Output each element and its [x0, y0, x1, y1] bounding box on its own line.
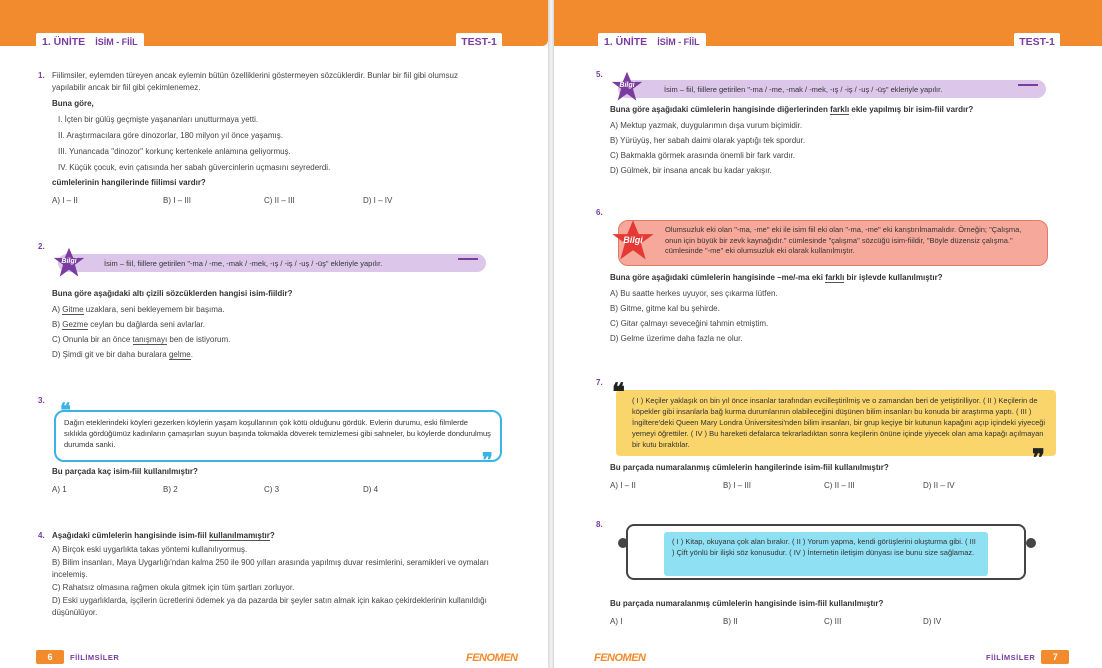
q3-passage: Dağın eteklerindeki köyleri gezerken köylerin yaşam koşullarının çok kötü olduğunu gördük. Evlerin durumu, eski filmlerde sıklıkla gördüğümüz kadınların çamaşırları suyun başında tokmakla döverek temizlemesi gibi sahneler, bu köylerde dondurulmuş durumda sanki.: [64, 418, 491, 449]
publisher-logo: FENOMEN: [594, 652, 646, 664]
question-7: [610, 462, 1060, 492]
footer-title: FİİLİMSİLER: [986, 652, 1036, 662]
q4-question: Aşağıdaki cümlelerin hangisinde isim-fiil kullanılmamıştır?: [52, 531, 275, 540]
q5-option-a[interactable]: A) Mektup yazmak, duygularımın dışa vurum biçimidir.: [610, 121, 803, 130]
q4-option-a[interactable]: A) Birçok eski uygarlıkta takas yöntemi kullanılıyormuş.: [52, 545, 248, 554]
bilgi-info-bar: [618, 80, 1046, 98]
bilgi-info-box: [618, 220, 1048, 266]
q3-option-c[interactable]: C) 3: [264, 485, 280, 494]
question-4: [38, 530, 508, 619]
bilgi-info-text: İsim – fiil, fiillere getirilen "-ma / -me, -mak / -mek, -ış / -iş / -uş / -üş" ekleriyle yapılır.: [664, 84, 943, 94]
bilgi-info-text: Olumsuzluk eki olan "-ma, -me" eki ile isim fiil eki olan "-ma, -me" eki karıştırılmamalıdır. Örneğin; "Çalışma, onun için büyük bir zevk kaynağıdır." cümlesinde "çalışma" sözcüğü isim-fiildir, "Böyle düzensiz çalışma." cümlesinde "-me" eki olumsuzluk eki olarak kullanılmıştır.: [665, 225, 1022, 255]
q1-item: II. Araştırmacılara göre dinozorlar, 180 milyon yıl önce yaşamış.: [58, 131, 283, 140]
q5-option-d[interactable]: D) Gülmek, bir insana ancak bu kadar yakışır.: [610, 166, 772, 175]
q6-option-d[interactable]: D) Gelme üzerime daha fazla ne olur.: [610, 334, 743, 343]
q2-question: Buna göre aşağıdaki altı çizili sözcüklerden hangisi isim-fiildir?: [52, 289, 293, 298]
question-number: 3.: [38, 396, 45, 405]
q6-option-b[interactable]: B) Gitme, gitme kal bu şehirde.: [610, 304, 720, 313]
dash-decoration: [1018, 84, 1038, 86]
bilgi-star-badge: [52, 246, 86, 280]
q8-option-c[interactable]: C) III: [824, 617, 842, 626]
q1-item: IV. Küçük çocuk, evin çatısında her sabah güvercinlerin uçmasını seyrederdi.: [58, 163, 331, 172]
q6-option-a[interactable]: A) Bu saatte herkes uyuyor, ses çıkarma lütfen.: [610, 289, 778, 298]
q2-option-d[interactable]: D) Şimdi git ve bir daha buralara gelme.: [52, 350, 193, 359]
q7-question: Bu parçada numaralanmış cümlelerin hangilerinde isim-fiil kullanılmıştır?: [610, 463, 889, 472]
right-page: [554, 0, 1102, 668]
close-quote-icon: ❞: [482, 448, 493, 472]
q2-option-b[interactable]: B) Gezme ceylan bu dağlarda seni avlarlar.: [52, 320, 205, 329]
q7-option-a[interactable]: A) I – II: [610, 481, 636, 490]
q8-passage-box: [664, 532, 988, 576]
bilgi-star-badge: [610, 218, 656, 264]
q1-item: III. Yunancada "dinozor" korkunç kertenkele anlamına geliyormuş.: [58, 147, 291, 156]
q7-option-b[interactable]: B) I – III: [723, 481, 752, 490]
q3-option-a[interactable]: A) 1: [52, 485, 67, 494]
unit-label: 1. ÜNİTE: [604, 35, 648, 48]
q1-intro-line1: Fiilimsiler, eylemden türeyen ancak eylemin bütün özelliklerini göstermeyen sözcüklerdir. Bunlar bir fiil gibi olumsuz: [52, 71, 458, 80]
footer-left: [36, 646, 119, 668]
q7-passage: ( I ) Keçiler yaklaşık on bin yıl önce insanlar tarafından evcilleştirilmiş ve o zamandan beri de yetiştirilliyor. ( II ) Keçilerin de köpekler gibi insanlarla bağ kurma durumlarının olabileceğini düşünen bilim insanları bu konuda bir araştırma yaptı. ( III ) İngiltere'deki Queen Mary Londra Üniversitesi'nden bilim insanları, bir grup keçiye bir kutunun kapağını açıp içindeki yiyeceği yemeyi öğrettiler. ( IV ) Bu hareketi defalarca tekrarladıktan sonra keçilerin önüne içinde yiyecek olan ama kapağı açılmayan bir kutu bıraktılar.: [632, 396, 1046, 449]
q3-option-d[interactable]: D) 4: [363, 485, 379, 494]
dash-decoration: [458, 258, 478, 260]
question-6: [610, 272, 1060, 345]
q5-option-c[interactable]: C) Bakmakla görmek arasında önemli bir fark vardır.: [610, 151, 795, 160]
question-number: 4.: [38, 531, 45, 540]
question-3: [52, 466, 492, 496]
open-quote-icon: ❝: [60, 398, 71, 422]
q1-option-b[interactable]: B) I – III: [163, 196, 192, 205]
page-number: 7: [1041, 650, 1069, 664]
unit-label: 1. ÜNİTE: [42, 35, 86, 48]
question-number: 2.: [38, 242, 45, 251]
speech-bubble-icon: [618, 538, 628, 548]
q3-question: Bu parçada kaç isim-fiil kullanılmıştır?: [52, 467, 198, 476]
unit-tag: [598, 33, 706, 50]
q5-question: Buna göre aşağıdaki cümlelerin hangisinde diğerlerinden farklı ekle yapılmış bir isim-fiil vardır?: [610, 105, 974, 114]
page-number: 6: [36, 650, 64, 664]
bilgi-label: Bilgi: [61, 258, 77, 265]
speech-bubble-icon: [1026, 538, 1036, 548]
bilgi-star-badge: [610, 70, 644, 104]
q1-option-d[interactable]: D) I – IV: [363, 196, 393, 205]
question-number: 8.: [596, 520, 603, 529]
q6-question: Buna göre aşağıdaki cümlelerin hangisinde –me/-ma eki farklı bir işlevde kullanılmıştır?: [610, 273, 943, 282]
q6-option-c[interactable]: C) Gitar çalmayı seveceğini tahmin etmiştim.: [610, 319, 769, 328]
left-page: [0, 0, 548, 668]
question-1: [38, 70, 508, 207]
question-8: [610, 598, 1060, 628]
q4-option-b[interactable]: B) Bilim insanları, Maya Uygarlığı'ndan kalma 250 ile 900 yılları arasında yapılmış duvar resimlerini, seramikleri ve oymaları incelemiş.: [52, 558, 489, 579]
q8-passage: ( I ) Kitap, okuyana çok alan bırakır. ( II ) Yorum yapma, kendi görüşlerini oluşturma gibi. ( III ) Çift yönlü bir ilişki söz konusudur. ( IV ) İnternetin iletişim dünyası ise bunu size sağlamaz.: [672, 537, 976, 557]
footer-right: [986, 646, 1069, 668]
unit-tag: [36, 33, 144, 50]
q8-option-a[interactable]: A) I: [610, 617, 623, 626]
question-number: 6.: [596, 208, 603, 217]
test-label: TEST-1: [1014, 33, 1060, 50]
q2-option-a[interactable]: A) Gitme uzaklara, seni bekleyemem bir başıma.: [52, 305, 225, 314]
q7-passage-box: [616, 390, 1056, 456]
question-2: [52, 288, 492, 361]
q2-option-c[interactable]: C) Onunla bir an önce tanışmayı ben de istiyorum.: [52, 335, 231, 344]
close-quote-icon: ❞: [1032, 443, 1045, 472]
bilgi-info-text: İsim – fiil, fiillere getirilen "-ma / -me, -mak / -mek, -ış / -iş / -uş / -üş" ekleriyle yapılır.: [104, 258, 383, 268]
bilgi-label: Bilgi: [619, 82, 635, 89]
q1-option-a[interactable]: A) I – II: [52, 196, 78, 205]
question-number: 7.: [596, 378, 603, 387]
open-quote-icon: ❝: [612, 377, 625, 406]
bilgi-label: Bilgi: [623, 235, 643, 245]
q4-option-c[interactable]: C) Rahatsız olmasına rağmen okula gitmek için tüm şartları zorluyor.: [52, 583, 295, 592]
q8-option-b[interactable]: B) II: [723, 617, 738, 626]
footer-title: FİİLİMSİLER: [70, 652, 120, 662]
q1-question: cümlelerinin hangilerinde fiilimsi vardır?: [52, 178, 206, 187]
q7-option-d[interactable]: D) II – IV: [923, 481, 955, 490]
bilgi-info-bar: [58, 254, 486, 272]
topic-label: İSİM - FİİL: [95, 36, 138, 47]
q8-option-d[interactable]: D) IV: [923, 617, 942, 626]
q7-option-c[interactable]: C) II – III: [824, 481, 855, 490]
q3-option-b[interactable]: B) 2: [163, 485, 178, 494]
q3-quote-box: [54, 410, 502, 462]
test-label: TEST-1: [456, 33, 502, 50]
q8-question: Bu parçada numaralanmış cümlelerin hangisinde isim-fiil kullanılmıştır?: [610, 599, 884, 608]
q1-lead: Buna göre,: [52, 99, 94, 108]
question-5: [610, 104, 1060, 177]
q1-intro-line2: yapılabilir ancak bir fiil gibi çekimlenemez.: [52, 83, 201, 92]
q1-item: I. İçten bir gülüş geçmişte yaşananları unutturmaya yetti.: [58, 115, 259, 124]
topic-label: İSİM - FİİL: [657, 36, 700, 47]
publisher-logo: FENOMEN: [466, 652, 518, 664]
q4-option-d[interactable]: D) Eski uygarlıklarda, işçilerin ücretlerini ödemek ya da pazarda bir şeyler satın almak için kakao çekirdeklerinin kullanıldığı düşünülüyor.: [52, 596, 487, 617]
question-number: 5.: [596, 70, 603, 79]
question-number: 1.: [38, 71, 45, 80]
q5-option-b[interactable]: B) Yürüyüş, her sabah daimi olarak yaptığı tek spordur.: [610, 136, 806, 145]
q1-option-c[interactable]: C) II – III: [264, 196, 295, 205]
